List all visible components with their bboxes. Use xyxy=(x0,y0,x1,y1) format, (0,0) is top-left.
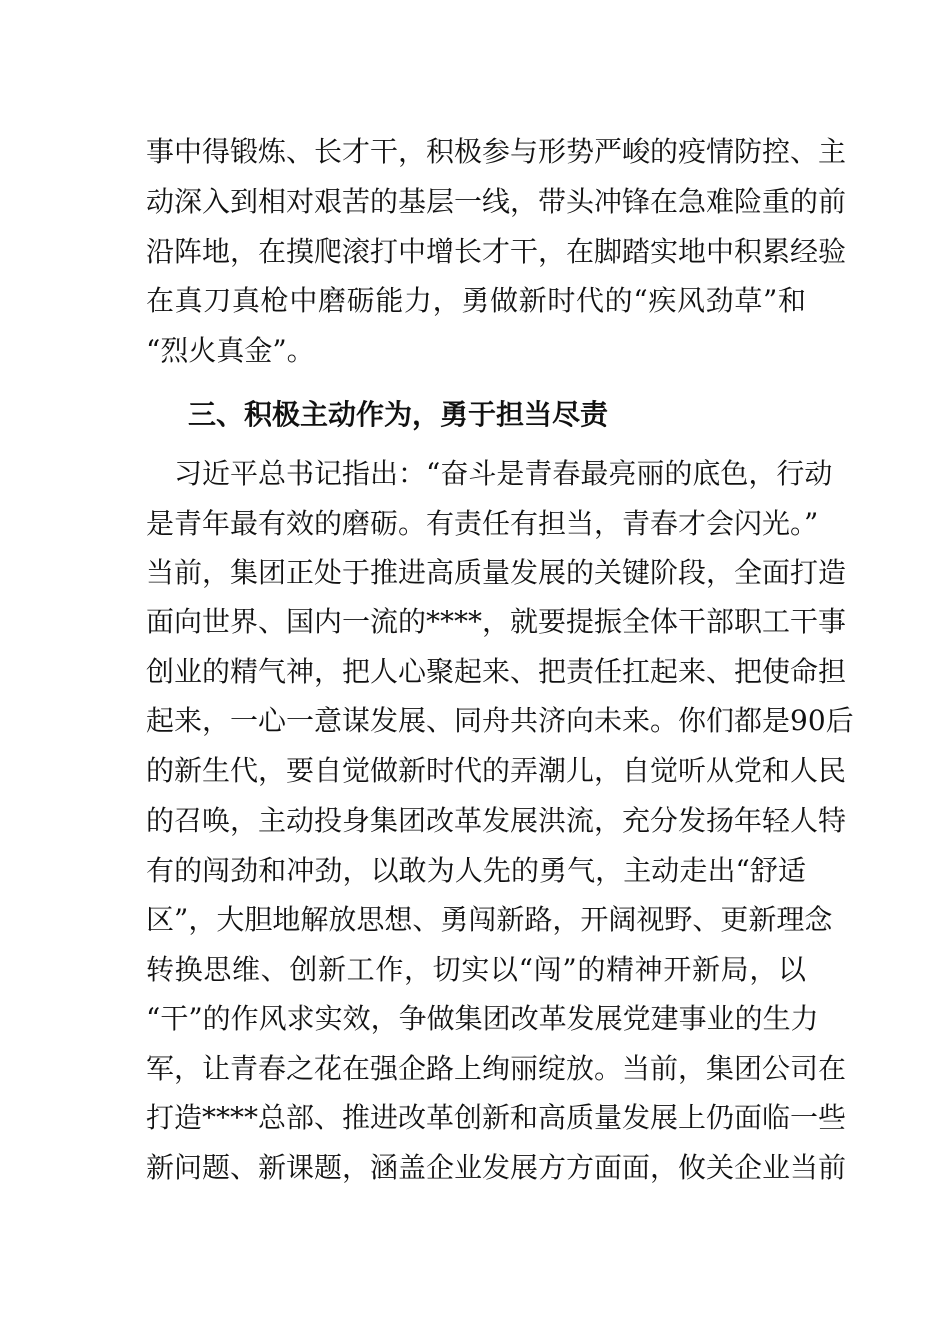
paragraph-line: 沿阵地，在摸爬滚打中增长才干，在脚踏实地中积累经验 xyxy=(146,235,847,268)
paragraph-line: 面向世界、国内一流的****，就要提振全体干部职工干事 xyxy=(146,605,847,638)
paragraph-line: 的新生代，要自觉做新时代的弄潮儿，自觉听从党和人民 xyxy=(146,754,847,787)
paragraph-line: 转换思维、创新工作，切实以“闯”的精神开新局，以 xyxy=(146,953,806,986)
paragraph-line: 当前，集团正处于推进高质量发展的关键阶段，全面打造 xyxy=(146,556,847,589)
paragraph-line: 习近平总书记指出：“奋斗是青春最亮丽的底色，行动 xyxy=(174,457,833,490)
paragraph-line: “干”的作风求实效，争做集团改革发展党建事业的生力 xyxy=(146,1002,819,1035)
paragraph-line: 事中得锻炼、长才干，积极参与形势严峻的疫情防控、主 xyxy=(146,135,847,168)
paragraph-line: 有的闯劲和冲劲，以敢为人先的勇气，主动走出“舒适 xyxy=(146,854,806,887)
paragraph-line: 军，让青春之花在强企路上绚丽绽放。当前，集团公司在 xyxy=(146,1052,847,1085)
paragraph-line: “烈火真金”。 xyxy=(146,334,315,367)
paragraph-line: 区”，大胆地解放思想、勇闯新路，开阔视野、更新理念 xyxy=(146,903,833,936)
paragraph-line: 创业的精气神，把人心聚起来、把责任扛起来、把使命担 xyxy=(146,655,847,688)
paragraph-line: 的召唤，主动投身集团改革发展洪流，充分发扬年轻人特 xyxy=(146,804,847,837)
paragraph-line: 新问题、新课题，涵盖企业发展方方面面，攸关企业当前 xyxy=(146,1151,847,1184)
paragraph-line: 在真刀真枪中磨砺能力，勇做新时代的“疾风劲草”和 xyxy=(146,284,806,317)
paragraph-line: 打造****总部、推进改革创新和高质量发展上仍面临一些 xyxy=(146,1101,847,1134)
section-heading: 三、积极主动作为，勇于担当尽责 xyxy=(188,398,609,431)
paragraph-line: 动深入到相对艰苦的基层一线，带头冲锋在急难险重的前 xyxy=(146,185,847,218)
paragraph-line: 起来，一心一意谋发展、同舟共济向未来。你们都是90后 xyxy=(146,704,854,737)
paragraph-line: 是青年最有效的磨砺。有责任有担当，青春才会闪光。” xyxy=(146,507,819,540)
